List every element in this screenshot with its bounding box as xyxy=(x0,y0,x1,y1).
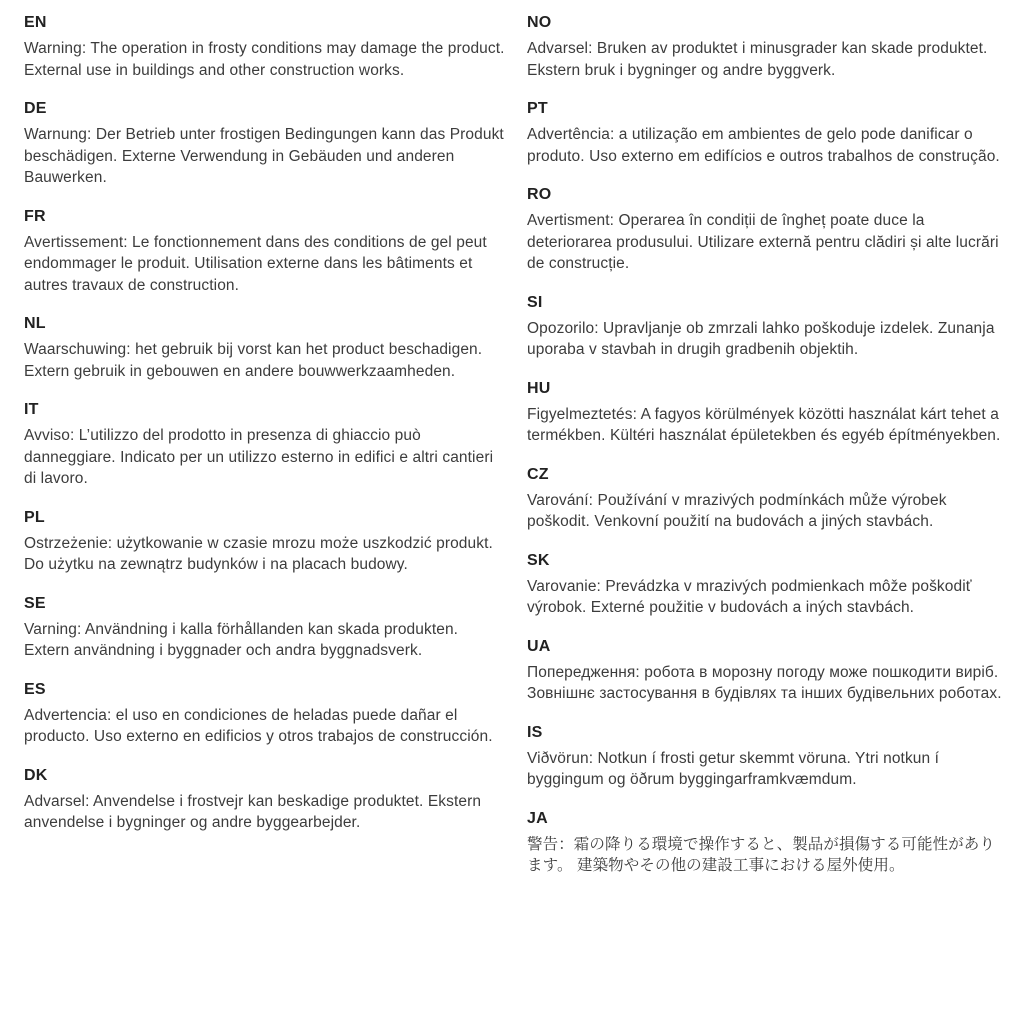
warning-text: Waarschuwing: het gebruik bij vorst kan het product beschadigen. Extern gebruik in gebouwen en andere bouwwerkzaamheden. xyxy=(24,341,483,380)
language-section-it xyxy=(24,399,505,490)
warning-text: Avertissement: Le fonctionnement dans des conditions de gel peut endommager le produit. Utilisation externe dans les bâtiments et autres travaux de construction. xyxy=(24,233,487,294)
language-code-label: DK xyxy=(24,766,48,784)
language-section-is xyxy=(527,722,1008,791)
language-section-pl xyxy=(24,507,505,576)
warning-text: 警告：霜の降りる環境で操作すると、製品が損傷する可能性があります。 建築物やその他の建設工事における屋外使用。 xyxy=(527,835,996,874)
warning-text: Opozorilo: Upravljanje ob zmrzali lahko poškoduje izdelek. Zunanja uporaba v stavbah in drugih gradbenih objektih. xyxy=(527,319,995,358)
warning-text: Varování: Používání v mrazivých podmínkách může výrobek poškodit. Venkovní použití na budovách a jiných stavbách. xyxy=(527,491,947,530)
warning-text: Advertencia: el uso en condiciones de heladas puede dañar el producto. Uso externo en edificios y otros trabajos de construcción. xyxy=(24,706,493,745)
right-column xyxy=(527,12,1008,894)
language-code-label: PT xyxy=(527,100,548,117)
language-section-ua xyxy=(527,636,1008,705)
warning-text: Advertência: a utilização em ambientes de gelo pode danificar o produto. Uso externo em edifícios e outros trabalhos de construção. xyxy=(527,126,1000,165)
language-section-no xyxy=(527,12,1008,81)
language-section-es xyxy=(24,679,505,748)
warning-text: Ostrzeżenie: użytkowanie w czasie mrozu może uszkodzić produkt. Do użytku na zewnątrz budynków i na placach budowy. xyxy=(24,534,493,573)
language-section-en xyxy=(24,12,505,81)
language-section-dk xyxy=(24,765,505,834)
language-code-label: JA xyxy=(527,809,548,827)
language-code-label: NO xyxy=(527,14,552,31)
warning-text: Advarsel: Anvendelse i frostvejr kan beskadige produktet. Ekstern anvendelse i bygninger og andre byggearbejder. xyxy=(24,792,482,831)
warning-text: Viðvörun: Notkun í frosti getur skemmt vöruna. Ytri notkun í byggingum og öðrum byggingarframkvæmdum. xyxy=(527,749,940,788)
language-code-label: ES xyxy=(24,680,46,698)
language-code-label: SK xyxy=(527,551,550,569)
language-code-label: DE xyxy=(24,100,47,117)
warning-text: Varning: Användning i kalla förhållanden kan skada produkten. Extern användning i byggnader och andra byggnadsverk. xyxy=(24,620,459,659)
language-code-label: CZ xyxy=(527,465,549,483)
warning-text: Warnung: Der Betrieb unter frostigen Bedingungen kann das Produkt beschädigen. Externe Verwendung in Gebäuden und anderen Bauwerken. xyxy=(24,126,504,186)
language-section-sk xyxy=(527,550,1008,619)
language-code-label: HU xyxy=(527,379,551,397)
warning-text: Warning: The operation in frosty conditions may damage the product. External use in buildings and other construction works. xyxy=(24,40,505,79)
language-section-cz xyxy=(527,464,1008,533)
warning-text: Avviso: L’utilizzo del prodotto in presenza di ghiaccio può danneggiare. Indicato per un utilizzo esterno in edifici e altri cantieri di lavoro. xyxy=(24,427,494,487)
warning-text: Advarsel: Bruken av produktet i minusgrader kan skade produktet. Ekstern bruk i bygninger og andre byggverk. xyxy=(527,40,988,79)
language-code-label: EN xyxy=(24,14,47,31)
language-code-label: RO xyxy=(527,186,552,203)
warning-text: Avertisment: Operarea în condiții de îngheț poate duce la deteriorarea produsului. Utilizare externă pentru clădiri și alte lucrări de construcție. xyxy=(527,212,999,272)
language-code-label: SI xyxy=(527,293,543,311)
language-section-si xyxy=(527,292,1008,361)
language-section-ja xyxy=(527,808,1008,877)
language-code-label: FR xyxy=(24,207,46,225)
language-section-pt xyxy=(527,98,1008,167)
language-code-label: SE xyxy=(24,594,46,612)
language-code-label: IS xyxy=(527,723,543,741)
language-section-ro xyxy=(527,184,1008,275)
warning-text: Figyelmeztetés: A fagyos körülmények közötti használat kárt tehet a termékben. Kültéri használat épületekben és egyéb építményekben. xyxy=(527,405,1001,444)
language-section-se xyxy=(24,593,505,662)
language-section-hu xyxy=(527,378,1008,447)
language-code-label: UA xyxy=(527,637,551,655)
language-section-fr xyxy=(24,206,505,297)
language-section-nl xyxy=(24,313,505,382)
language-code-label: IT xyxy=(24,401,39,418)
warning-text: Попередження: робота в морозну погоду може пошкодити виріб. Зовнішнє застосування в будівлях та інших будівельних роботах. xyxy=(527,663,1002,702)
language-section-de xyxy=(24,98,505,189)
warning-text: Varovanie: Prevádzka v mrazivých podmienkach môže poškodiť výrobok. Externé použitie v budovách a iných stavbách. xyxy=(527,577,972,616)
language-code-label: NL xyxy=(24,315,46,332)
language-code-label: PL xyxy=(24,508,45,526)
left-column xyxy=(24,12,505,894)
